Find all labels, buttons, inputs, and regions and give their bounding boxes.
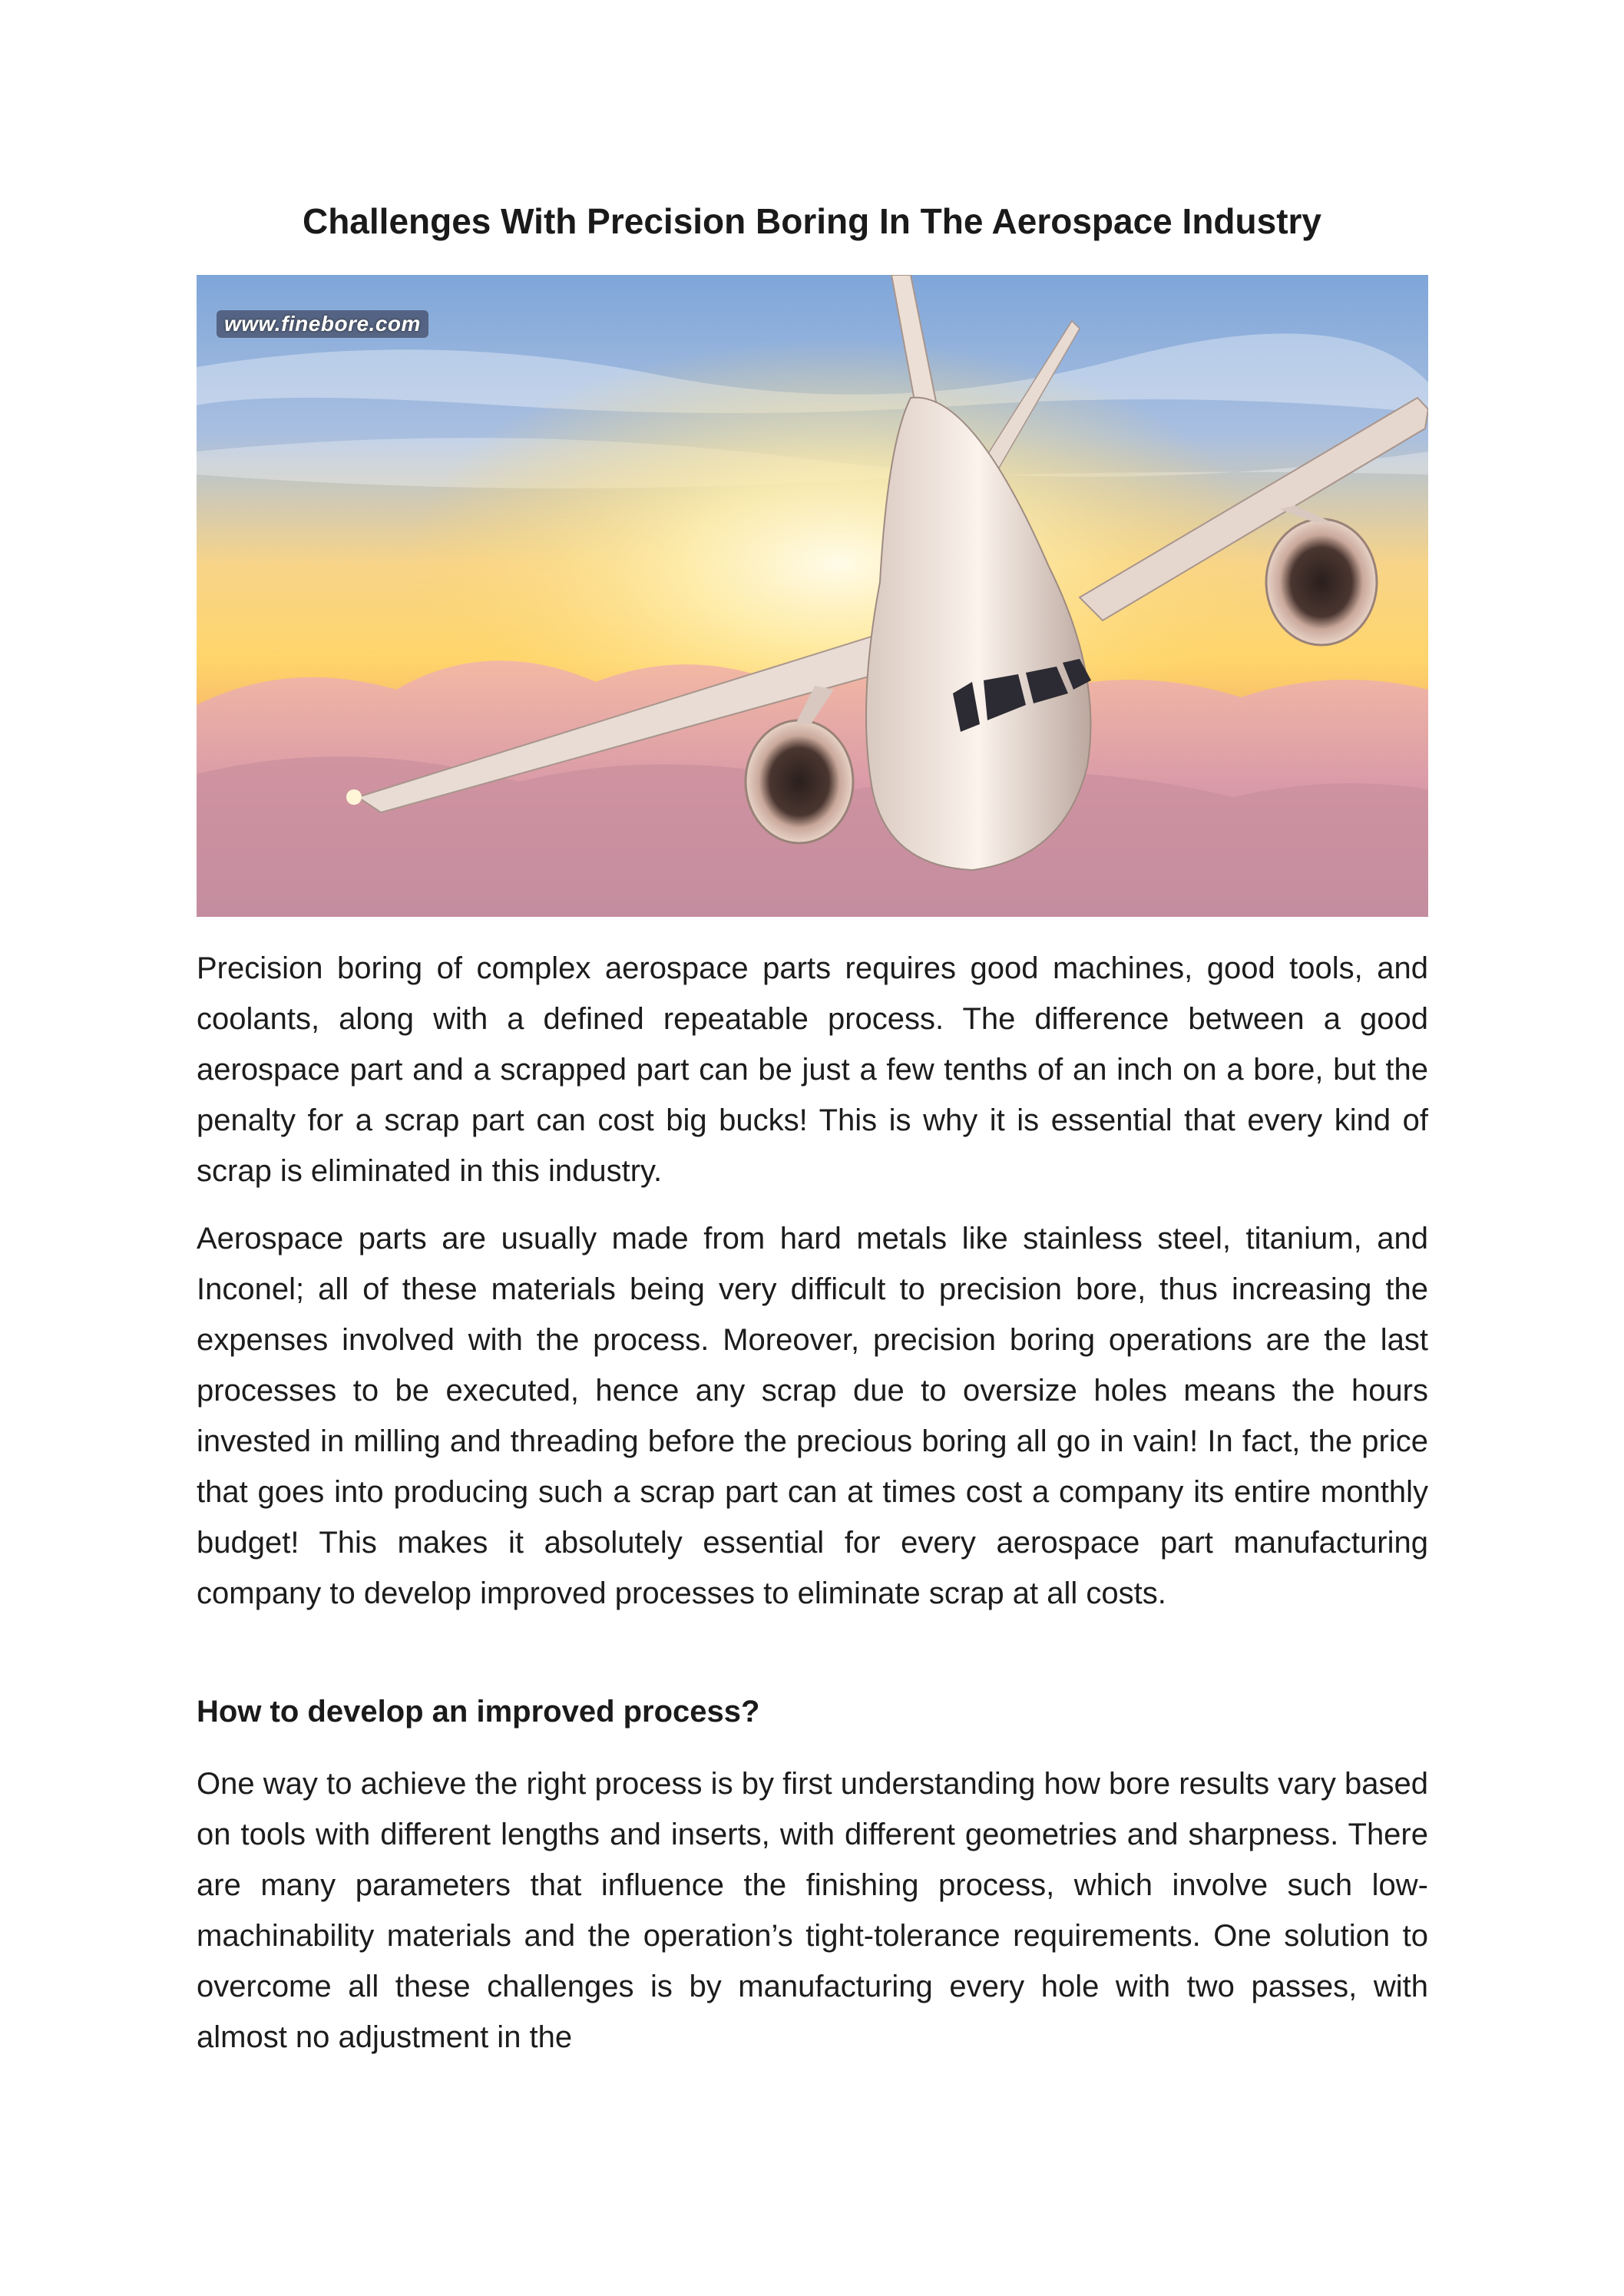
- hero-image: [197, 275, 1428, 917]
- airplane-illustration: [197, 275, 1428, 917]
- watermark-label: www.finebore.com: [217, 310, 428, 338]
- page-title: Challenges With Precision Boring In The Aerospace Industry: [302, 201, 1321, 241]
- paragraph-2: Aerospace parts are usually made from hard metals like stainless steel, titanium, and Inconel; all of these materials being very difficult to precision bore, thus increasing the expenses involved with the process. Moreover, precision boring operations are the last processes to be executed, hence any scrap due to oversize holes means the hours invested in milling and threading before the precious boring all go in vain! In fact, the price that goes into producing such a scrap part can at times cost a company its entire monthly budget! This makes it absolutely essential for every aerospace part manufacturing company to develop improved processes to eliminate scrap at all costs.: [197, 1222, 1428, 1610]
- paragraph-1: Precision boring of complex aerospace parts requires good machines, good tools, and coolants, along with a defined repeatable process. The difference between a good aerospace part and a scrapped part can be just a few tenths of an inch on a bore, but the penalty for a scrap part can cost big bucks! This is why it is essential that every kind of scrap is eliminated in this industry.: [197, 951, 1428, 1188]
- section-heading: How to develop an improved process?: [197, 1695, 760, 1729]
- paragraph-3: One way to achieve the right process is by first understanding how bore results vary based on tools with different lengths and inserts, with different geometries and sharpness. There are many parameters that influence the finishing process, which involve such low-machinability materials and the operation’s tight-tolerance requirements. One solution to overcome all these challenges is by manufacturing every hole with two passes, with almost no adjustment in the: [197, 1767, 1428, 2054]
